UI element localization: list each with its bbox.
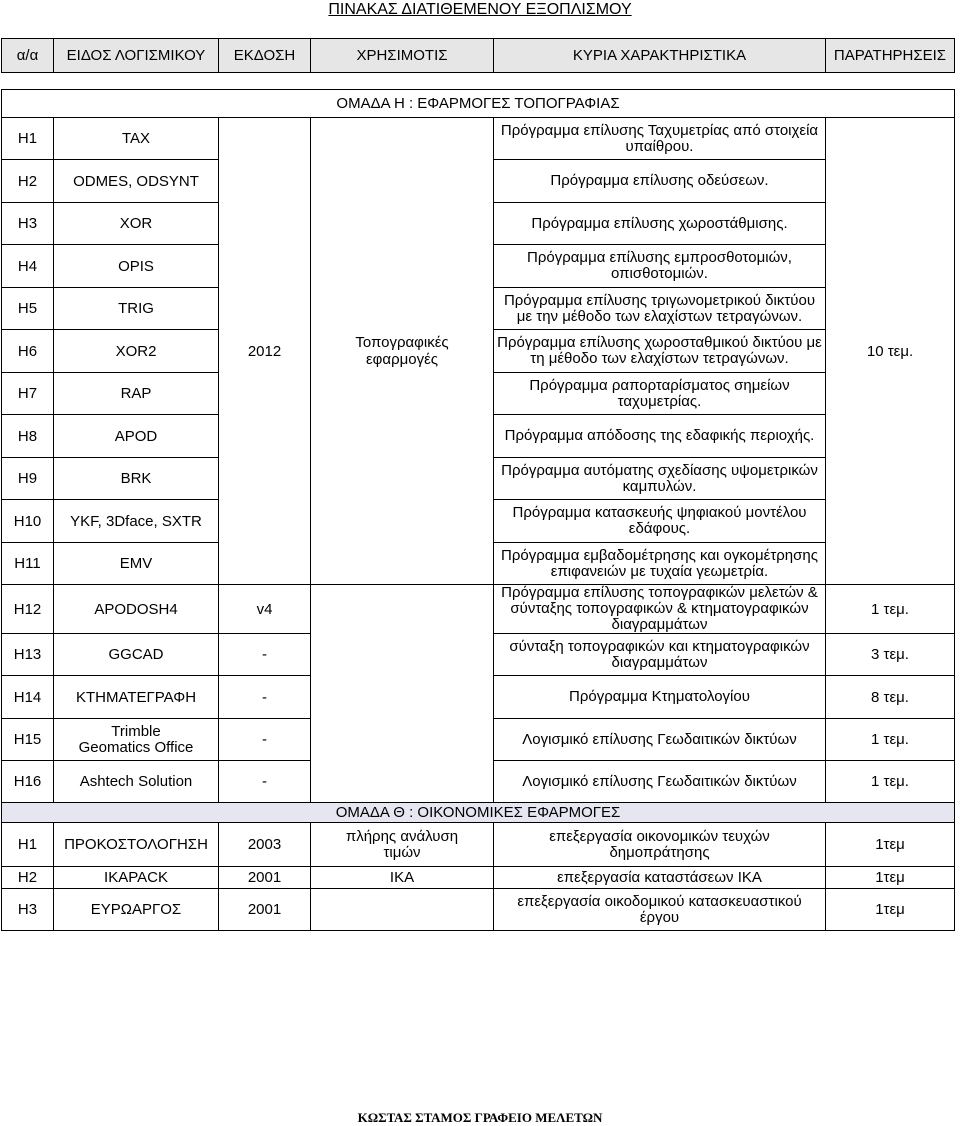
feature-desc: Πρόγραμμα επίλυσης Ταχυμετρίας από στοιχεία υπαίθρου.: [494, 118, 826, 160]
version-cell: 2012: [219, 118, 311, 585]
feature-desc: Πρόγραμμα επίλυσης εμπροσθοτομιών, οπισθοτομιών.: [494, 245, 826, 288]
software-name: GGCAD: [54, 634, 219, 676]
note-cell: 1τεμ: [826, 889, 955, 931]
software-name: BRK: [54, 458, 219, 500]
version-cell: -: [219, 634, 311, 676]
note-cell: 1 τεμ.: [826, 719, 955, 761]
row-id: H7: [2, 373, 54, 415]
software-name: OPIS: [54, 245, 219, 288]
table-row: [2, 118, 955, 160]
version-cell: 2001: [219, 867, 311, 889]
group-th-title: ΟΜΑΔΑ Θ : ΟΙΚΟΝΟΜΙΚΕΣ ΕΦΑΡΜΟΓΕΣ: [2, 803, 955, 823]
row-id: H6: [2, 330, 54, 373]
column-header-table: [1, 38, 955, 73]
usage-cell: [311, 889, 494, 931]
row-id: H5: [2, 288, 54, 330]
feature-desc: Πρόγραμμα επίλυσης χωροστάθμισης.: [494, 203, 826, 245]
row-id: H9: [2, 458, 54, 500]
row-id: H12: [2, 585, 54, 634]
feature-desc: Πρόγραμμα απόδοσης της εδαφικής περιοχής.: [494, 415, 826, 458]
row-id: H14: [2, 676, 54, 719]
version-cell: 2003: [219, 823, 311, 867]
note-cell: 1 τεμ.: [826, 585, 955, 634]
feature-desc: Πρόγραμμα κατασκευής ψηφιακού μοντέλου εδάφους.: [494, 500, 826, 543]
row-id: H3: [2, 889, 54, 931]
version-cell: -: [219, 719, 311, 761]
row-id: H8: [2, 415, 54, 458]
table-row: [2, 889, 955, 931]
feature-desc: επεξεργασία οικοδομικού κατασκευαστικού έργου: [494, 889, 826, 931]
row-id: H3: [2, 203, 54, 245]
software-name: XOR2: [54, 330, 219, 373]
software-name: EMV: [54, 543, 219, 585]
usage-empty: [311, 585, 494, 803]
software-name: Ashtech Solution: [54, 761, 219, 803]
software-name: ΠΡΟΚΟΣΤΟΛΟΓΗΣΗ: [54, 823, 219, 867]
feature-desc: Πρόγραμμα Κτηματολογίου: [494, 676, 826, 719]
feature-desc: σύνταξη τοπογραφικών και κτηματογραφικών διαγραμμάτων: [494, 634, 826, 676]
row-id: H1: [2, 823, 54, 867]
software-name: XOR: [54, 203, 219, 245]
software-name: RAP: [54, 373, 219, 415]
row-id: H15: [2, 719, 54, 761]
col-header-software: ΕΙΔΟΣ ΛΟΓΙΣΜΙΚΟΥ: [54, 39, 219, 73]
feature-desc: Λογισμικό επίλυσης Γεωδαιτικών δικτύων: [494, 719, 826, 761]
software-name: YKF, 3Dface, SXTR: [54, 500, 219, 543]
feature-desc: Πρόγραμμα αυτόματης σχεδίασης υψομετρικών καμπυλών.: [494, 458, 826, 500]
feature-desc: Λογισμικό επίλυσης Γεωδαιτικών δικτύων: [494, 761, 826, 803]
note-cell: 10 τεμ.: [826, 118, 955, 585]
row-id: H2: [2, 867, 54, 889]
row-id: H2: [2, 160, 54, 203]
feature-desc: Πρόγραμμα επίλυσης οδεύσεων.: [494, 160, 826, 203]
software-name: TRIG: [54, 288, 219, 330]
row-id: H13: [2, 634, 54, 676]
version-cell: -: [219, 676, 311, 719]
table-row: [2, 585, 955, 634]
software-name: Trimble Geomatics Office: [54, 719, 219, 761]
feature-desc: Πρόγραμμα εμβαδομέτρησης και ογκομέτρησης επιφανειών με τυχαία γεωμετρία.: [494, 543, 826, 585]
group-h-title-row: [2, 90, 955, 118]
group-h-title: ΟΜΑΔΑ Η : ΕΦΑΡΜΟΓΕΣ ΤΟΠΟΓΡΑΦΙΑΣ: [2, 90, 955, 118]
feature-desc: Πρόγραμμα ραπορταρίσματος σημείων ταχυμετρίας.: [494, 373, 826, 415]
col-header-version: ΕΚΔΟΣΗ: [219, 39, 311, 73]
col-header-features: ΚΥΡΙΑ ΧΑΡΑΚΤΗΡΙΣΤΙΚΑ: [494, 39, 826, 73]
col-header-notes: ΠΑΡΑΤΗΡΗΣΕΙΣ: [826, 39, 955, 73]
software-name: TAX: [54, 118, 219, 160]
feature-desc: Πρόγραμμα επίλυσης τοπογραφικών μελετών & σύνταξης τοπογραφικών & κτηματογραφικών διαγραμμάτων: [494, 585, 826, 634]
feature-desc: Πρόγραμμα επίλυσης χωροσταθμικού δικτύου με τη μέθοδο των ελαχίστων τετραγώνων.: [494, 330, 826, 373]
software-name: APOD: [54, 415, 219, 458]
note-cell: 3 τεμ.: [826, 634, 955, 676]
version-cell: v4: [219, 585, 311, 634]
table-row: [2, 867, 955, 889]
software-name: ΚΤΗΜΑΤΕΓΡΑΦΗ: [54, 676, 219, 719]
note-cell: 8 τεμ.: [826, 676, 955, 719]
table-row: [2, 823, 955, 867]
row-id: H16: [2, 761, 54, 803]
usage-cell: πλήρης ανάλυση τιμών: [311, 823, 494, 867]
note-cell: 1τεμ: [826, 867, 955, 889]
note-cell: 1 τεμ.: [826, 761, 955, 803]
note-cell: 1τεμ: [826, 823, 955, 867]
group-th-title-row: [2, 803, 955, 823]
feature-desc: επεξεργασία οικονομικών τευχών δημοπράτησης: [494, 823, 826, 867]
page-title: ΠΙΝΑΚΑΣ ΔΙΑΤΙΘΕΜΕΝΟΥ ΕΞΟΠΛΙΣΜΟΥ: [328, 1, 632, 18]
software-name: ODMES, ODSYNT: [54, 160, 219, 203]
col-header-aa: α/α: [2, 39, 54, 73]
feature-desc: επεξεργασία καταστάσεων ΙΚΑ: [494, 867, 826, 889]
software-name: ΕΥΡΩΑΡΓΟΣ: [54, 889, 219, 931]
row-id: H10: [2, 500, 54, 543]
usage-cell: ΙΚΑ: [311, 867, 494, 889]
software-name: APODOSH4: [54, 585, 219, 634]
usage-cell: Τοπογραφικές εφαρμογές: [311, 118, 494, 585]
version-cell: -: [219, 761, 311, 803]
version-cell: 2001: [219, 889, 311, 931]
software-name: IKAPACK: [54, 867, 219, 889]
row-id: H1: [2, 118, 54, 160]
row-id: H4: [2, 245, 54, 288]
equipment-table: [1, 89, 955, 931]
footer-signature: ΚΩΣΤΑΣ ΣΤΑΜΟΣ ΓΡΑΦΕΙΟ ΜΕΛΕΤΩΝ: [357, 1110, 603, 1125]
col-header-usage: ΧΡΗΣΙΜΟΤΙΣ: [311, 39, 494, 73]
row-id: H11: [2, 543, 54, 585]
feature-desc: Πρόγραμμα επίλυσης τριγωνομετρικού δικτύου με την μέθοδο των ελαχίστων τετραγώνων.: [494, 288, 826, 330]
